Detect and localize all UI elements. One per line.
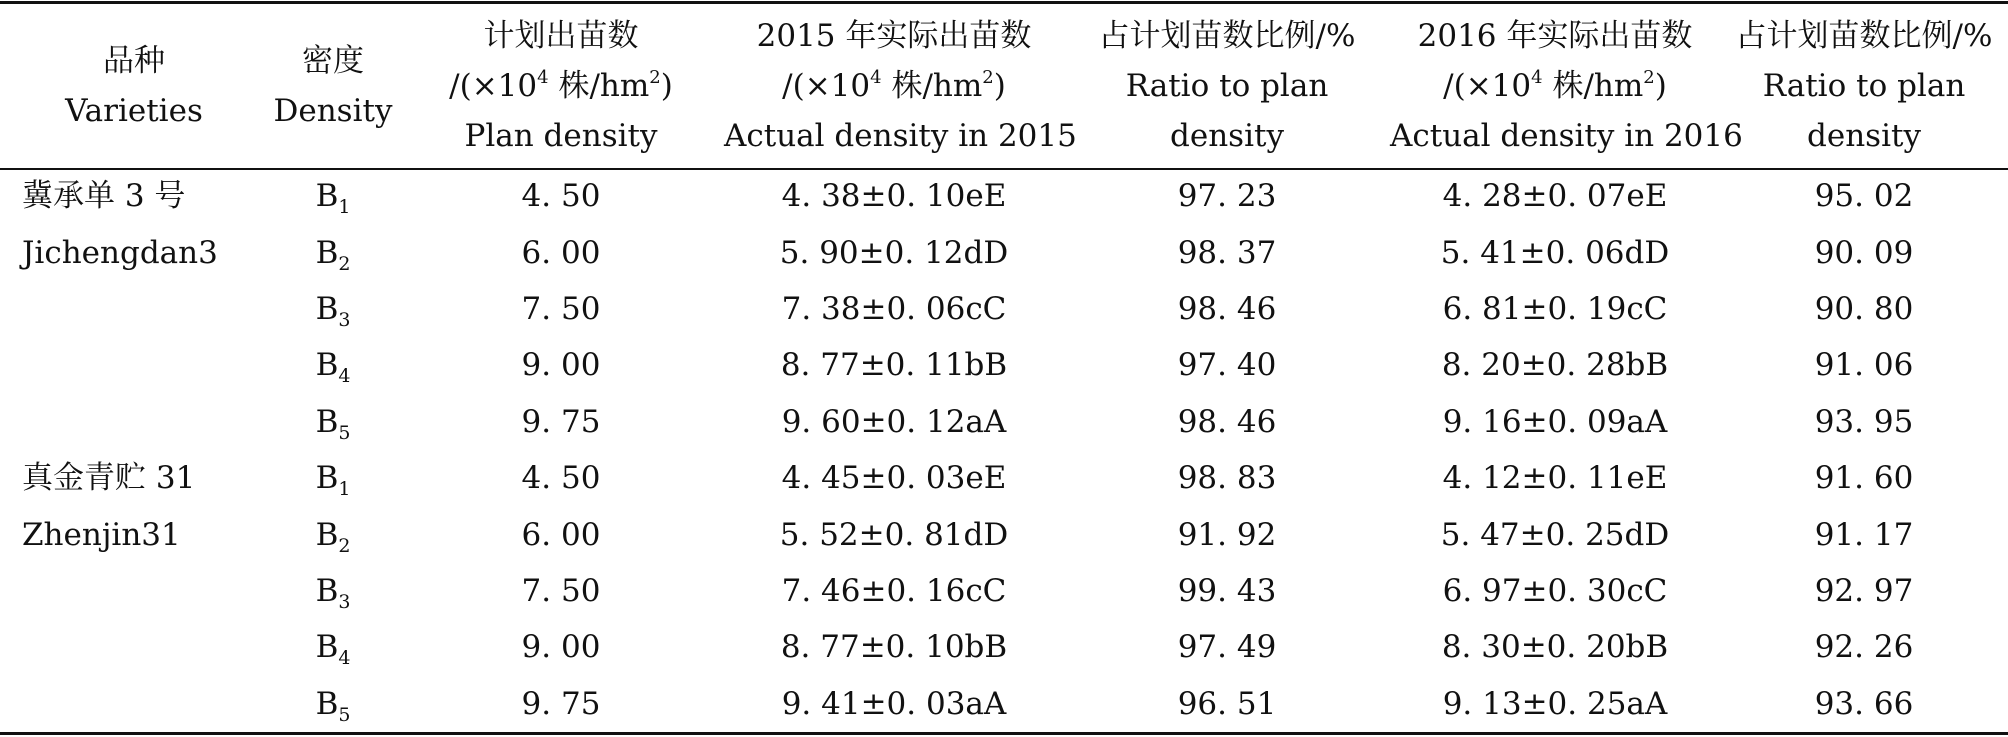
actual-2016-cell: 4. 28±0. 07eE: [1442, 178, 1668, 215]
density-subscript: 2: [338, 252, 351, 275]
header-actual-density-2015: [724, 4, 1077, 168]
density-cell: [268, 224, 398, 280]
density-cell: [268, 563, 398, 619]
table-header: [0, 4, 2008, 168]
header-actual-density-2016: [1390, 4, 1743, 168]
actual-2015-cell: 5. 90±0. 12dD: [779, 234, 1009, 271]
ratio-2015-cell: 98. 37: [1177, 234, 1277, 271]
actual-2015-cell: 7. 38±0. 06cC: [781, 290, 1007, 327]
table-row: [0, 168, 2008, 224]
table-row: [0, 563, 2008, 619]
actual-2016-cell: 6. 97±0. 30cC: [1442, 572, 1668, 609]
header-ratio-2015: [1064, 4, 1390, 168]
plan-density-cell: 6. 00: [521, 516, 601, 553]
ratio-2015-cell: 99. 43: [1177, 572, 1277, 609]
header-line: Density: [273, 93, 393, 129]
header-line: 占计划苗数比例/%: [1735, 18, 1993, 54]
header-line: density: [1170, 118, 1284, 154]
density-subscript: 1: [338, 196, 351, 219]
density-cell: [268, 168, 398, 224]
density-cell: [268, 619, 398, 675]
header-line: Ratio to plan: [1125, 68, 1329, 104]
header-line: Actual density in 2016: [1390, 118, 1743, 154]
variety-cell: [0, 394, 268, 450]
ratio-2015-cell: 98. 83: [1177, 460, 1277, 497]
density-label: B: [315, 234, 339, 271]
ratio-2016-cell: 93. 66: [1814, 685, 1914, 722]
density-subscript: 3: [338, 308, 351, 331]
variety-cell: 冀承单 3 号: [22, 178, 186, 215]
actual-2016-cell: 6. 81±0. 19cC: [1442, 290, 1668, 327]
ratio-2016-cell: 90. 80: [1814, 290, 1914, 327]
density-label: B: [315, 629, 339, 666]
ratio-2015-cell: 97. 49: [1177, 629, 1277, 666]
plan-density-cell: 9. 00: [521, 347, 601, 384]
ratio-2015-cell: 98. 46: [1177, 290, 1277, 327]
actual-2015-cell: 4. 38±0. 10eE: [781, 178, 1007, 215]
header-line: 2016 年实际出苗数: [1417, 18, 1693, 54]
actual-2015-cell: 8. 77±0. 11bB: [780, 347, 1008, 384]
density-subscript: 5: [338, 421, 351, 444]
density-cell: [268, 281, 398, 337]
header-line: Plan density: [464, 118, 658, 154]
ratio-2016-cell: 91. 17: [1814, 516, 1914, 553]
density-table: [0, 4, 2008, 732]
variety-cell: Jichengdan3: [22, 234, 218, 271]
actual-2015-cell: 5. 52±0. 81dD: [779, 516, 1009, 553]
table-row: [0, 224, 2008, 280]
variety-cell: Zhenjin31: [22, 516, 181, 553]
ratio-2016-cell: 90. 09: [1814, 234, 1914, 271]
density-subscript: 4: [338, 647, 351, 670]
ratio-2016-cell: 92. 26: [1814, 629, 1914, 666]
variety-cell: [0, 563, 268, 619]
plan-density-cell: 7. 50: [521, 290, 601, 327]
ratio-2016-cell: 95. 02: [1814, 178, 1914, 215]
header-line: $/(\times 10^4$ 株$/hm^2$): [449, 67, 673, 104]
density-label: B: [315, 460, 339, 497]
table-row: [0, 676, 2008, 732]
header-density: [268, 4, 398, 168]
header-line: 计划出苗数: [483, 18, 639, 54]
actual-2015-cell: 7. 46±0. 16cC: [781, 572, 1007, 609]
ratio-2015-cell: 91. 92: [1177, 516, 1277, 553]
actual-2016-cell: 9. 13±0. 25aA: [1442, 685, 1668, 722]
variety-cell: 真金青贮 31: [22, 460, 196, 497]
ratio-2015-cell: 96. 51: [1177, 685, 1277, 722]
actual-2016-cell: 5. 47±0. 25dD: [1440, 516, 1670, 553]
ratio-2015-cell: 98. 46: [1177, 403, 1277, 440]
header-line: Varieties: [65, 93, 203, 129]
header-line: $/(\times 10^4$ 株$/hm^2$): [1443, 67, 1667, 104]
header-line: Actual density in 2015: [724, 118, 1077, 154]
actual-2016-cell: 8. 20±0. 28bB: [1441, 347, 1669, 384]
density-cell: [268, 450, 398, 506]
plan-density-cell: 9. 75: [521, 403, 601, 440]
variety-cell: [0, 281, 268, 337]
density-subscript: 4: [338, 365, 351, 388]
plan-density-cell: 9. 75: [521, 685, 601, 722]
header-varieties: [0, 4, 268, 168]
actual-2016-cell: 4. 12±0. 11eE: [1442, 460, 1668, 497]
table-body: [0, 168, 2008, 732]
bottom-rule: [0, 732, 2008, 735]
density-subscript: 2: [338, 534, 351, 557]
header-ratio-2016: [1720, 4, 2008, 168]
density-label: B: [315, 290, 339, 327]
density-subscript: 3: [338, 590, 351, 613]
density-cell: [268, 676, 398, 732]
header-line: Ratio to plan: [1762, 68, 1966, 104]
header-line: 占计划苗数比例/%: [1098, 18, 1356, 54]
header-plan-density: [398, 4, 724, 168]
plan-density-cell: 7. 50: [521, 572, 601, 609]
plan-density-cell: 4. 50: [521, 178, 601, 215]
actual-2015-cell: 8. 77±0. 10bB: [780, 629, 1008, 666]
table-row: [0, 281, 2008, 337]
header-line: density: [1807, 118, 1921, 154]
density-label: B: [315, 685, 339, 722]
table-row: [0, 506, 2008, 562]
actual-2016-cell: 9. 16±0. 09aA: [1442, 403, 1668, 440]
table-row: [0, 619, 2008, 675]
table-row: [0, 450, 2008, 506]
ratio-2015-cell: 97. 40: [1177, 347, 1277, 384]
variety-cell: [0, 337, 268, 393]
density-cell: [268, 337, 398, 393]
plan-density-cell: 6. 00: [521, 234, 601, 271]
table-row: [0, 394, 2008, 450]
header-row: [0, 4, 2008, 168]
header-line: 2015 年实际出苗数: [756, 18, 1032, 54]
actual-2015-cell: 9. 41±0. 03aA: [781, 685, 1007, 722]
actual-2016-cell: 8. 30±0. 20bB: [1441, 629, 1669, 666]
actual-2015-cell: 4. 45±0. 03eE: [781, 460, 1007, 497]
plan-density-cell: 9. 00: [521, 629, 601, 666]
density-label: B: [315, 403, 339, 440]
ratio-2016-cell: 92. 97: [1814, 572, 1914, 609]
ratio-2016-cell: 93. 95: [1814, 403, 1914, 440]
density-cell: [268, 394, 398, 450]
actual-2015-cell: 9. 60±0. 12aA: [781, 403, 1007, 440]
header-line: 密度: [302, 43, 364, 79]
density-label: B: [315, 572, 339, 609]
density-subscript: 1: [338, 478, 351, 501]
density-label: B: [315, 178, 339, 215]
density-cell: [268, 506, 398, 562]
actual-2016-cell: 5. 41±0. 06dD: [1440, 234, 1670, 271]
density-label: B: [315, 516, 339, 553]
header-line: $/(\times 10^4$ 株$/hm^2$): [782, 67, 1006, 104]
table-row: [0, 337, 2008, 393]
variety-cell: [0, 619, 268, 675]
plan-density-cell: 4. 50: [521, 460, 601, 497]
density-label: B: [315, 347, 339, 384]
header-line: 品种: [103, 43, 165, 79]
ratio-2015-cell: 97. 23: [1177, 178, 1277, 215]
density-subscript: 5: [338, 703, 351, 726]
ratio-2016-cell: 91. 06: [1814, 347, 1914, 384]
variety-cell: [0, 676, 268, 732]
ratio-2016-cell: 91. 60: [1814, 460, 1914, 497]
